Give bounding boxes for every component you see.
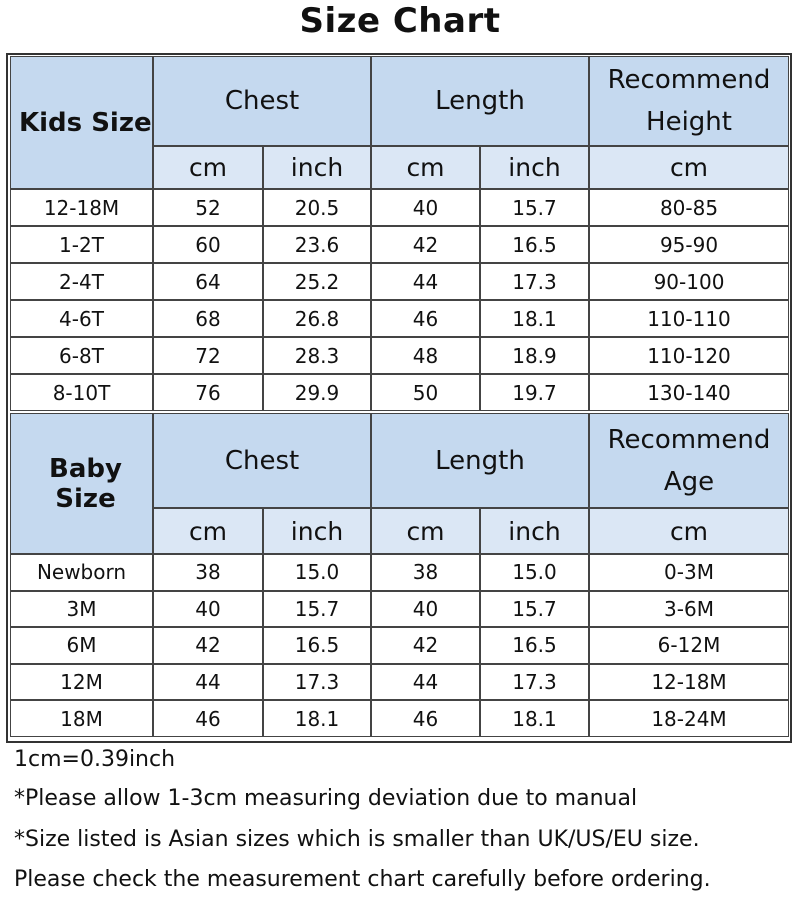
baby-row-1-col-1: 40 [153, 591, 263, 628]
kids-row-3-col-4: 18.1 [480, 300, 589, 337]
kids-row-2-col-0: 2-4T [10, 263, 153, 300]
kids-row-1-col-0: 1-2T [10, 226, 153, 263]
baby-row-2-col-5: 6-12M [589, 627, 789, 664]
baby-row-4-col-5: 18-24M [589, 700, 789, 737]
kids-row-1-col-1: 60 [153, 226, 263, 263]
kids-row-1-col-5: 95-90 [589, 226, 789, 263]
kids-row-0-col-4: 15.7 [480, 189, 589, 226]
kids-unit-1: inch [263, 146, 371, 189]
kids-row-4-col-4: 18.9 [480, 337, 589, 374]
kids-row-0-col-0: 12-18M [10, 189, 153, 226]
baby-unit-4: cm [589, 508, 789, 554]
kids-row-0-col-2: 20.5 [263, 189, 371, 226]
baby-row-4-col-4: 18.1 [480, 700, 589, 737]
kids-row-5-col-1: 76 [153, 374, 263, 411]
kids-row-5-col-2: 29.9 [263, 374, 371, 411]
kids-row-5-col-4: 19.7 [480, 374, 589, 411]
kids-header-0: Chest [153, 56, 371, 146]
kids-unit-2: cm [371, 146, 480, 189]
kids-row-1-col-4: 16.5 [480, 226, 589, 263]
kids-row-0-col-5: 80-85 [589, 189, 789, 226]
kids-header-2: Recommend Height [589, 56, 789, 146]
baby-row-3-col-4: 17.3 [480, 664, 589, 701]
baby-row-2-col-2: 16.5 [263, 627, 371, 664]
baby-row-0-col-3: 38 [371, 554, 480, 591]
baby-row-4-col-1: 46 [153, 700, 263, 737]
kids-row-2-col-5: 90-100 [589, 263, 789, 300]
kids-row-1-col-2: 23.6 [263, 226, 371, 263]
note-line-2: *Size listed is Asian sizes which is smaller than UK/US/EU size. [14, 827, 700, 852]
kids-row-3-col-2: 26.8 [263, 300, 371, 337]
baby-row-3-col-2: 17.3 [263, 664, 371, 701]
baby-row-1-col-5: 3-6M [589, 591, 789, 628]
baby-row-2-col-3: 42 [371, 627, 480, 664]
kids-row-4-col-2: 28.3 [263, 337, 371, 374]
kids-row-4-col-1: 72 [153, 337, 263, 374]
kids-row-2-col-3: 44 [371, 263, 480, 300]
baby-size-label: Baby Size [10, 413, 153, 554]
kids-row-0-col-1: 52 [153, 189, 263, 226]
kids-header-1: Length [371, 56, 589, 146]
kids-row-2-col-2: 25.2 [263, 263, 371, 300]
baby-row-1-col-3: 40 [371, 591, 480, 628]
baby-row-4-col-3: 46 [371, 700, 480, 737]
kids-row-2-col-1: 64 [153, 263, 263, 300]
kids-row-2-col-4: 17.3 [480, 263, 589, 300]
baby-row-1-col-0: 3M [10, 591, 153, 628]
baby-unit-2: cm [371, 508, 480, 554]
baby-row-1-col-2: 15.7 [263, 591, 371, 628]
kids-row-1-col-3: 42 [371, 226, 480, 263]
kids-row-4-col-0: 6-8T [10, 337, 153, 374]
kids-unit-0: cm [153, 146, 263, 189]
baby-row-0-col-4: 15.0 [480, 554, 589, 591]
baby-unit-3: inch [480, 508, 589, 554]
kids-row-5-col-0: 8-10T [10, 374, 153, 411]
baby-row-3-col-0: 12M [10, 664, 153, 701]
kids-row-3-col-0: 4-6T [10, 300, 153, 337]
baby-row-2-col-4: 16.5 [480, 627, 589, 664]
kids-row-4-col-5: 110-120 [589, 337, 789, 374]
baby-row-0-col-1: 38 [153, 554, 263, 591]
note-line-3: Please check the measurement chart carefully before ordering. [14, 867, 711, 892]
baby-row-2-col-1: 42 [153, 627, 263, 664]
kids-row-5-col-5: 130-140 [589, 374, 789, 411]
baby-row-0-col-0: Newborn [10, 554, 153, 591]
baby-row-4-col-0: 18M [10, 700, 153, 737]
baby-row-0-col-5: 0-3M [589, 554, 789, 591]
kids-row-0-col-3: 40 [371, 189, 480, 226]
kids-row-3-col-5: 110-110 [589, 300, 789, 337]
baby-row-3-col-5: 12-18M [589, 664, 789, 701]
baby-header-1: Length [371, 413, 589, 508]
kids-row-3-col-1: 68 [153, 300, 263, 337]
baby-header-0: Chest [153, 413, 371, 508]
kids-row-5-col-3: 50 [371, 374, 480, 411]
kids-unit-4: cm [589, 146, 789, 189]
kids-row-3-col-3: 46 [371, 300, 480, 337]
note-line-0: 1cm=0.39inch [14, 747, 176, 772]
baby-row-3-col-1: 44 [153, 664, 263, 701]
kids-row-4-col-3: 48 [371, 337, 480, 374]
baby-row-0-col-2: 15.0 [263, 554, 371, 591]
baby-unit-1: inch [263, 508, 371, 554]
note-line-1: *Please allow 1-3cm measuring deviation due to manual [14, 786, 638, 811]
baby-row-1-col-4: 15.7 [480, 591, 589, 628]
page-title: Size Chart [299, 1, 501, 41]
baby-row-2-col-0: 6M [10, 627, 153, 664]
kids-unit-3: inch [480, 146, 589, 189]
baby-unit-0: cm [153, 508, 263, 554]
kids-size-label: Kids Size [10, 56, 153, 189]
baby-row-3-col-3: 44 [371, 664, 480, 701]
baby-header-2: Recommend Age [589, 413, 789, 508]
baby-row-4-col-2: 18.1 [263, 700, 371, 737]
